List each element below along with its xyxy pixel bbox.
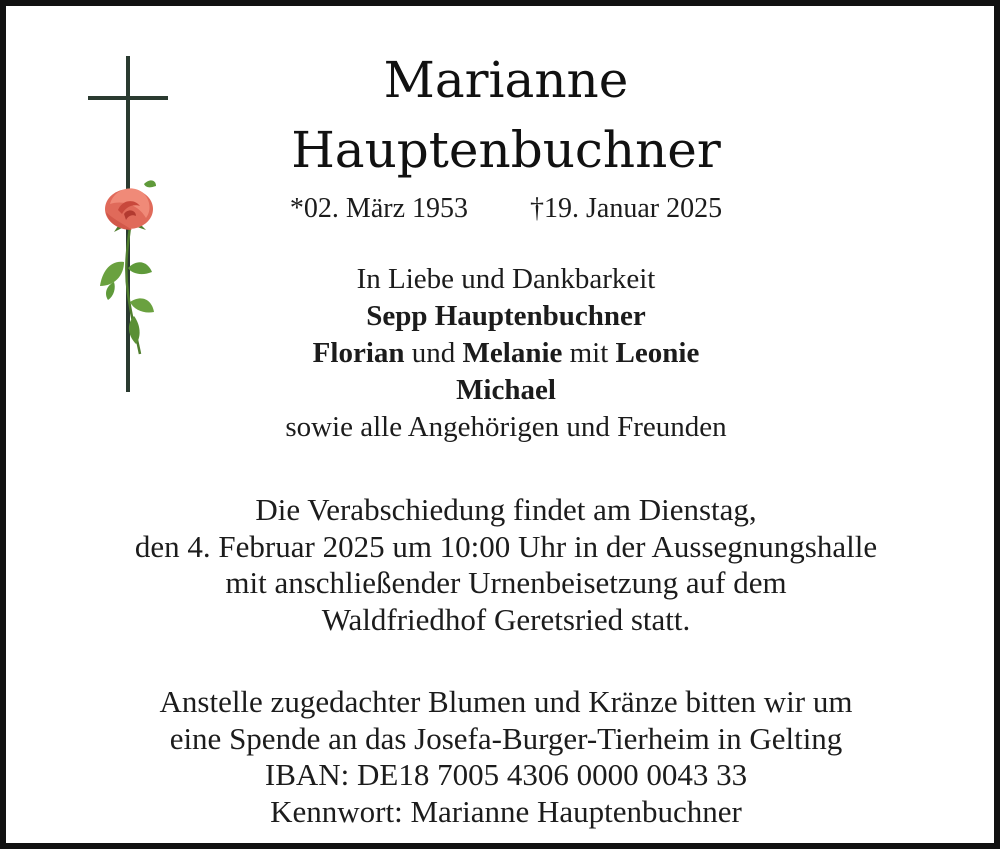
mourners-others: sowie alle Angehörigen und Freunden [285, 411, 727, 443]
mourners-intro: In Liebe und Dankbarkeit [356, 263, 656, 295]
life-dates [6, 190, 1000, 228]
farewell-line: mit anschließender Urnenbeisetzung auf dem [225, 565, 787, 600]
donation-line: eine Spende an das Josefa-Burger-Tierheim in Gelting [169, 720, 843, 756]
deceased-last-name: Hauptenbuchner [291, 121, 721, 179]
connector-text: mit [562, 337, 616, 369]
mourner-name: Melanie [462, 337, 563, 369]
keyword-line: Kennwort: Marianne Hauptenbuchner [270, 793, 742, 829]
donation-info [6, 684, 1000, 830]
deceased-first-name: Marianne [383, 51, 629, 109]
donation-line: Anstelle zugedachter Blumen und Kränze bitten wir um [159, 684, 853, 719]
farewell-line: den 4. Februar 2025 um 10:00 Uhr in der Aussegnungshalle [134, 528, 878, 564]
farewell-info [6, 492, 1000, 638]
death-date: †19. Januar 2025 [530, 193, 723, 224]
mourner-spouse: Sepp Hauptenbuchner [366, 300, 646, 332]
birth-date: *02. März 1953 [289, 193, 468, 224]
mourner-name: Florian [312, 337, 405, 369]
mourner-michael: Michael [456, 374, 556, 406]
farewell-line: Die Verabschiedung findet am Dienstag, [255, 492, 757, 527]
iban-line: IBAN: DE18 7005 4306 0000 0043 33 [264, 757, 748, 792]
mourner-children [6, 335, 1000, 372]
mourner-name: Leonie [615, 337, 700, 369]
farewell-line: Waldfriedhof Geretsried statt. [321, 601, 691, 637]
mourners-block [6, 261, 1000, 446]
connector-text: und [404, 337, 463, 369]
